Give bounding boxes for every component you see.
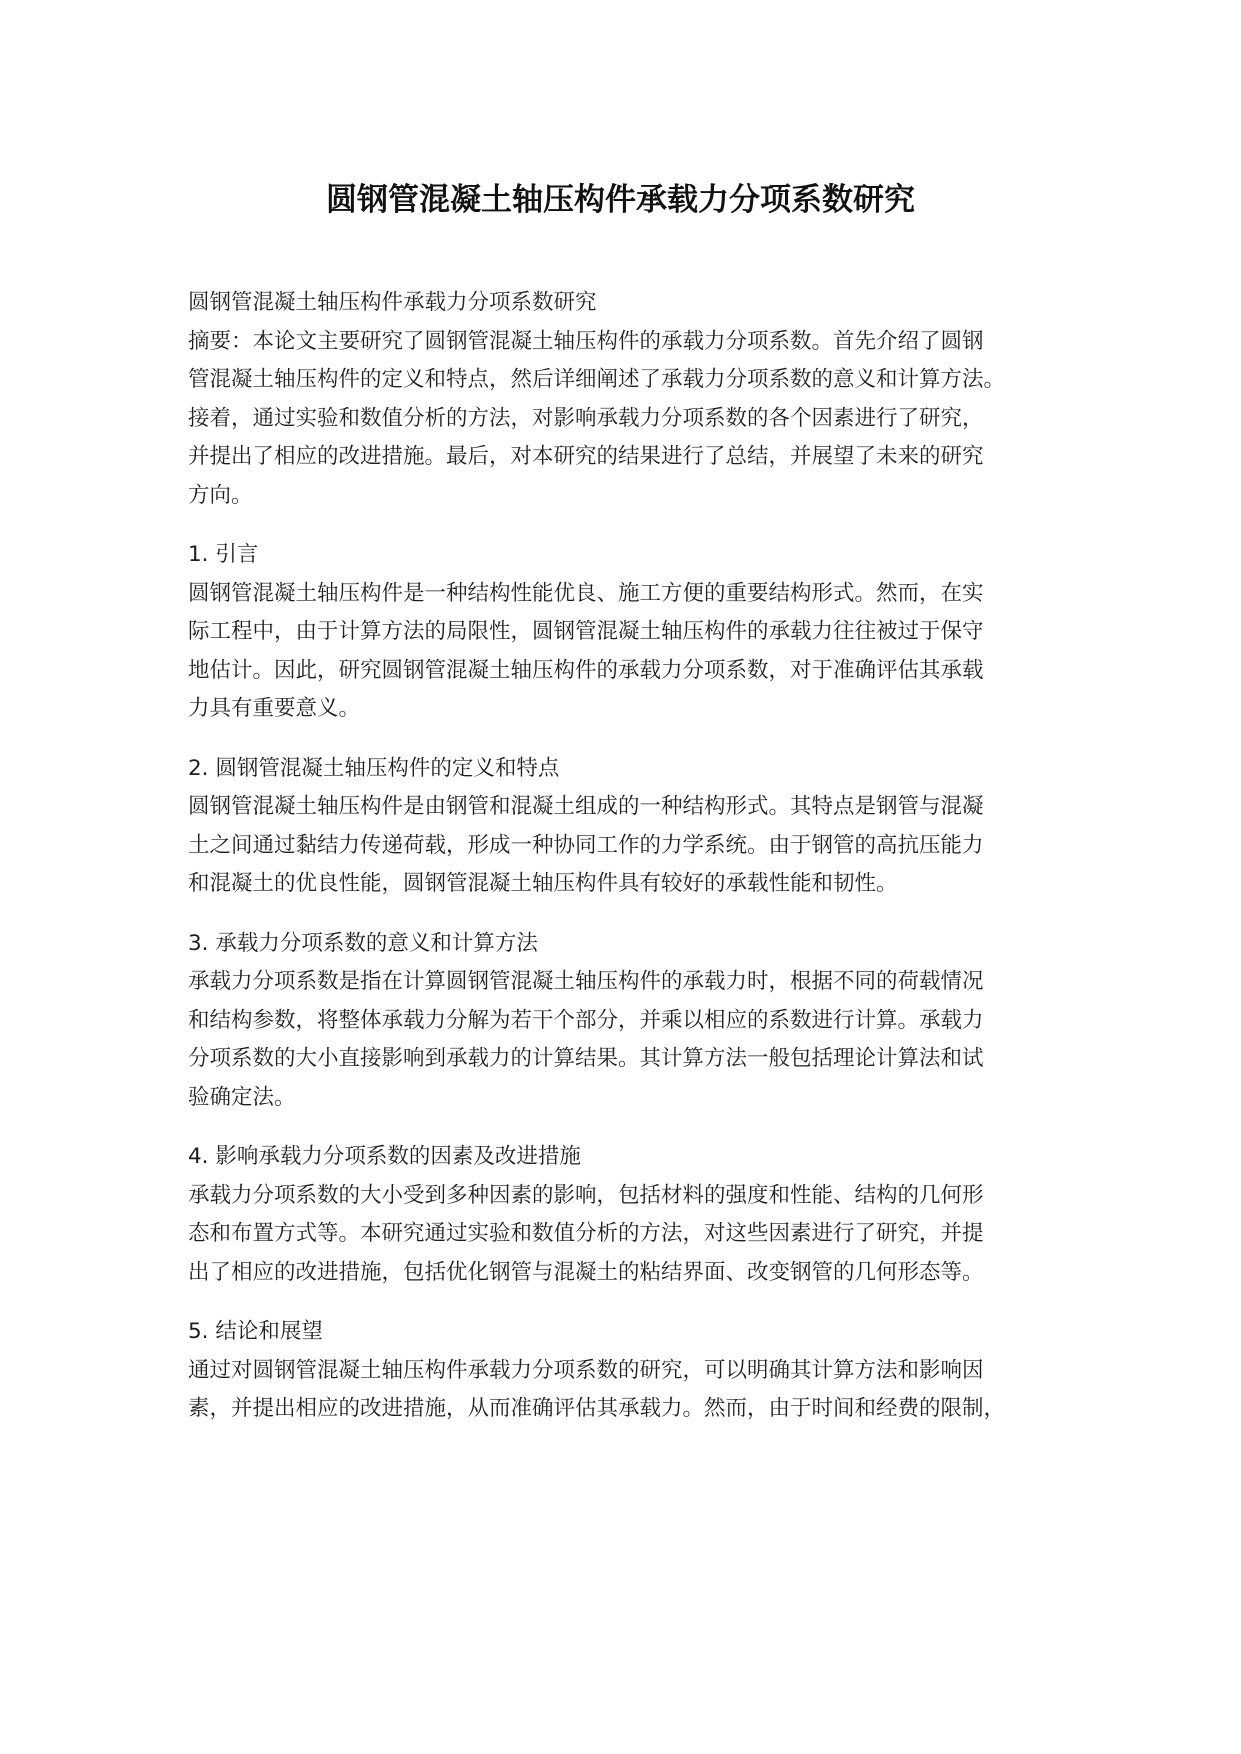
section-heading-calculation: 3. 承载力分项系数的意义和计算方法	[188, 930, 538, 956]
paragraph-line: 力具有重要意义。	[188, 696, 361, 721]
section-heading-definition: 2. 圆钢管混凝土轴压构件的定义和特点	[188, 755, 560, 781]
section-paragraph-factors	[188, 1177, 1088, 1293]
paragraph-line: 承载力分项系数的大小受到多种因素的影响，包括材料的强度和性能、结构的几何形	[188, 1182, 984, 1208]
paragraph-line: 承载力分项系数是指在计算圆钢管混凝土轴压构件的承载力时，根据不同的荷载情况	[188, 969, 984, 994]
paragraph-line: 和混凝土的优良性能，圆钢管混凝土轴压构件具有较好的承载性能和韧性。	[188, 871, 898, 896]
section-heading-introduction: 1. 引言	[188, 542, 259, 567]
paragraph-line: 通过对圆钢管混凝土轴压构件承载力分项系数的研究，可以明确其计算方法和影响因	[188, 1357, 984, 1383]
paragraph-line: 际工程中，由于计算方法的局限性，圆钢管混凝土轴压构件的承载力往往被过于保守	[188, 619, 984, 644]
abstract-line: 方向。	[188, 482, 253, 508]
paragraph-line: 土之间通过黏结力传递荷载，形成一种协同工作的力学系统。由于钢管的高抗压能力	[188, 832, 984, 858]
abstract-line: 接着，通过实验和数值分析的方法，对影响承载力分项系数的各个因素进行了研究，	[188, 405, 984, 431]
paragraph-line: 验确定法。	[188, 1084, 296, 1110]
section-heading-factors: 4. 影响承载力分项系数的因素及改进措施	[188, 1144, 581, 1169]
paragraph-line: 和结构参数，将整体承载力分解为若干个部分，并乘以相应的系数进行计算。承载力	[188, 1007, 984, 1033]
paragraph-line: 素，并提出相应的改进措施，从而准确评估其承载力。然而，由于时间和经费的限制，	[188, 1396, 1006, 1421]
paragraph-line: 态和布置方式等。本研究通过实验和数值分析的方法，对这些因素进行了研究，并提	[188, 1221, 984, 1246]
abstract-line: 摘要：本论文主要研究了圆钢管混凝土轴压构件的承载力分项系数。首先介绍了圆钢	[188, 328, 984, 354]
section-paragraph-conclusion	[188, 1352, 1088, 1429]
abstract-paragraph	[188, 323, 1088, 516]
paragraph-line: 圆钢管混凝土轴压构件是由钢管和混凝土组成的一种结构形式。其特点是钢管与混凝	[188, 794, 984, 819]
document-title: 圆钢管混凝土轴压构件承载力分项系数研究	[326, 182, 915, 218]
document-subtitle: 圆钢管混凝土轴压构件承载力分项系数研究	[188, 290, 597, 315]
section-paragraph-introduction	[188, 575, 1088, 729]
section-paragraph-definition	[188, 788, 1088, 904]
abstract-line: 并提出了相应的改进措施。最后，对本研究的结果进行了总结，并展望了未来的研究	[188, 444, 984, 469]
paragraph-line: 分项系数的大小直接影响到承载力的计算结果。其计算方法一般包括理论计算法和试	[188, 1046, 984, 1071]
paragraph-line: 出了相应的改进措施，包括优化钢管与混凝土的粘结界面、改变钢管的几何形态等。	[188, 1259, 984, 1285]
paragraph-line: 地估计。因此，研究圆钢管混凝土轴压构件的承载力分项系数，对于准确评估其承载	[188, 657, 984, 683]
paragraph-line: 圆钢管混凝土轴压构件是一种结构性能优良、施工方便的重要结构形式。然而，在实	[188, 580, 984, 606]
section-paragraph-calculation	[188, 963, 1088, 1117]
section-heading-conclusion: 5. 结论和展望	[188, 1319, 323, 1344]
document-body	[188, 284, 1088, 1450]
abstract-line: 管混凝土轴压构件的定义和特点，然后详细阐述了承载力分项系数的意义和计算方法。	[188, 367, 1006, 392]
